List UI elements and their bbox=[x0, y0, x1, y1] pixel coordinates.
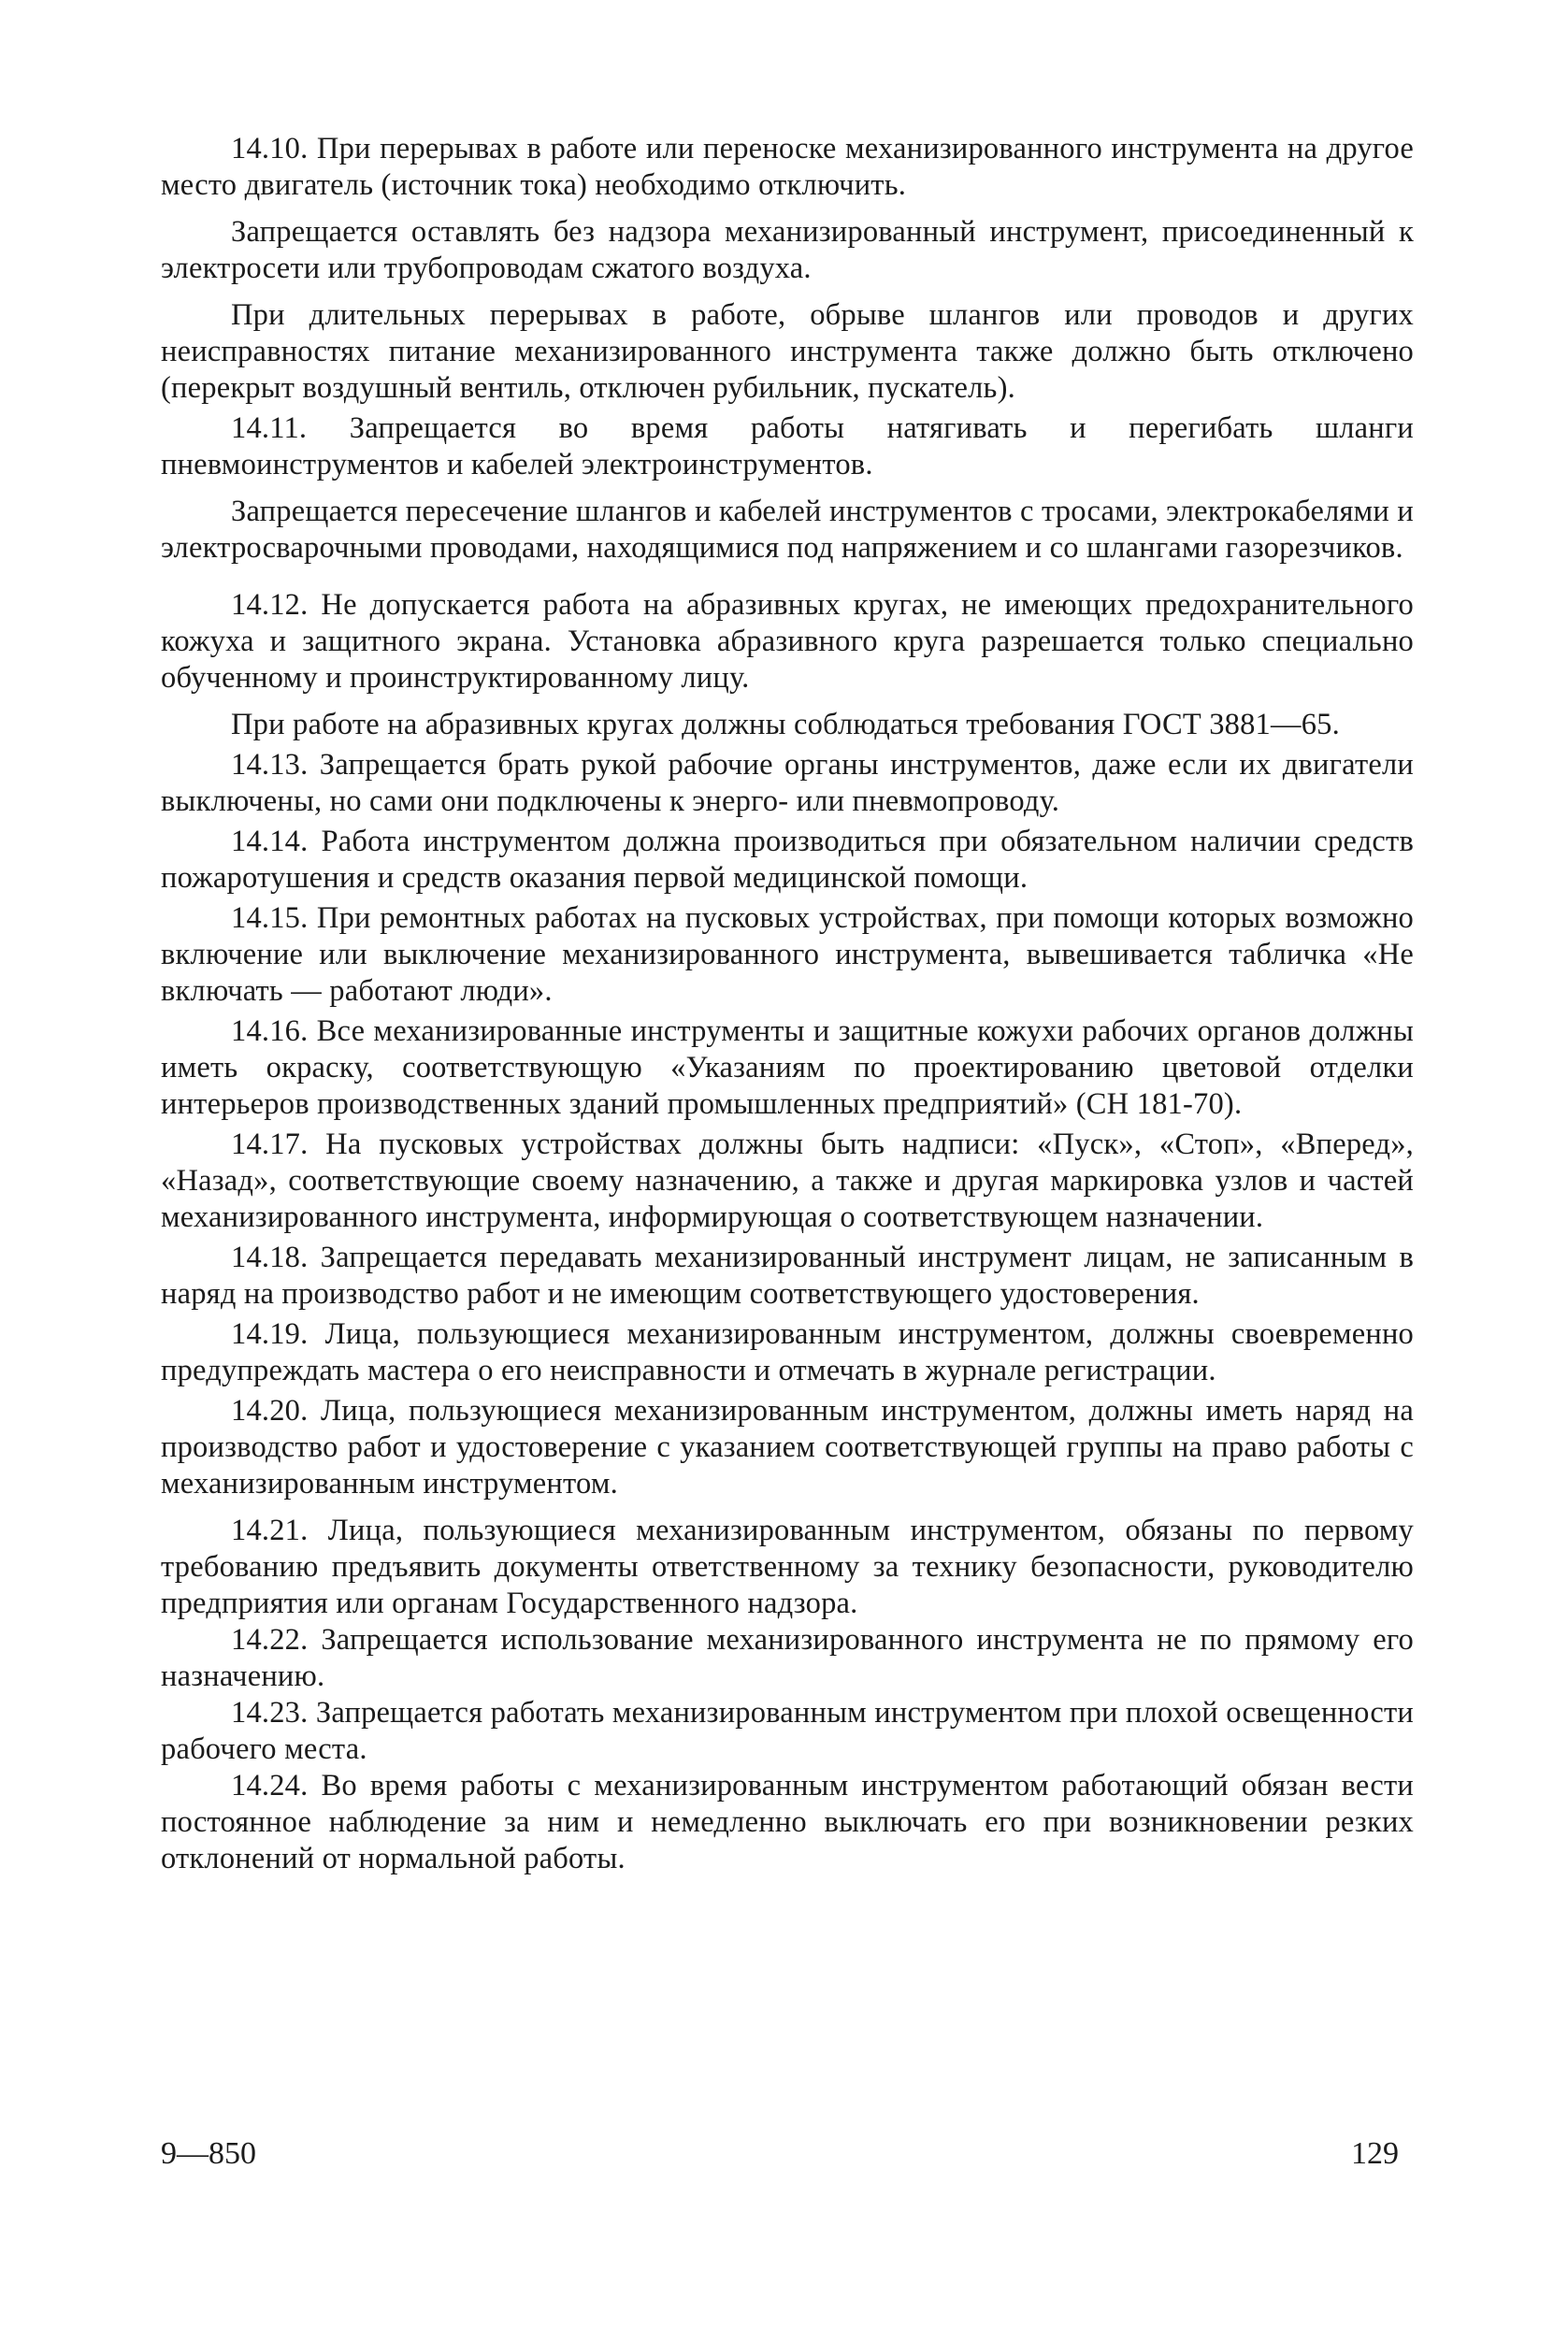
page-number: 129 bbox=[1351, 2136, 1399, 2171]
printer-signature: 9—850 bbox=[161, 2136, 256, 2171]
paragraph-14-22: 14.22. Запрещается использование механизированного инструмента не по прямому его назначению. bbox=[161, 1623, 1414, 1693]
paragraph-14-13: 14.13. Запрещается брать рукой рабочие органы инструментов, даже если их двигатели выключены, но сами они подключены к энерго- или пневмопроводу. bbox=[161, 748, 1414, 818]
paragraph-14-10-long-breaks: При длительных перерывах в работе, обрыве шлангов или проводов и других неисправностях питание механизированного инструмента также должно быть отключено (перекрыт воздушный вентиль, отключен рубильник, пускатель). bbox=[161, 298, 1414, 405]
paragraph-14-15: 14.15. При ремонтных работах на пусковых устройствах, при помощи которых возможно включение или выключение механизированного инструмента, вывешивается табличка «Не включать — работают люди». bbox=[161, 901, 1414, 1008]
paragraph-14-19: 14.19. Лица, пользующиеся механизированным инструментом, должны своевременно предупреждать мастера о его неисправности и отмечать в журнале регистрации. bbox=[161, 1317, 1414, 1387]
paragraph-14-24: 14.24. Во время работы с механизированным инструментом работающий обязан вести постоянное наблюдение за ним и немедленно выключать его при возникновении резких отклонений от нормальной работы. bbox=[161, 1769, 1414, 1875]
paragraph-14-18: 14.18. Запрещается передавать механизированный инструмент лицам, не записанным в наряд на производство работ и не имеющим соответствующего удостоверения. bbox=[161, 1241, 1414, 1311]
paragraph-14-16: 14.16. Все механизированные инструменты и защитные кожухи рабочих органов должны иметь окраску, соответствующую «Указаниям по проектированию цветовой отделки интерьеров производственных зданий промышленных предприятий» (СН 181-70). bbox=[161, 1014, 1414, 1121]
paragraph-14-11: 14.11. Запрещается во время работы натягивать и перегибать шланги пневмоинструментов и кабелей электроинструментов. bbox=[161, 411, 1414, 481]
paragraph-14-11-crossing: Запрещается пересечение шлангов и кабелей инструментов с тросами, электрокабелями и электросварочными проводами, находящимися под напряжением и со шлангами газорезчиков. bbox=[161, 495, 1414, 565]
paragraph-14-23: 14.23. Запрещается работать механизированным инструментом при плохой освещенности рабочего места. bbox=[161, 1696, 1414, 1766]
paragraph-14-10: 14.10. При перерывах в работе или переноске механизированного инструмента на другое место двигатель (источник тока) необходимо отключить. bbox=[161, 132, 1414, 202]
paragraph-14-17: 14.17. На пусковых устройствах должны быть надписи: «Пуск», «Стоп», «Вперед», «Назад», соответствующие своему назначению, а также и другая маркировка узлов и частей механизированного инструмента, информирующая о соответствующем назначении. bbox=[161, 1127, 1414, 1234]
paragraph-14-10-prohibition: Запрещается оставлять без надзора механизированный инструмент, присоединенный к электросети или трубопроводам сжатого воздуха. bbox=[161, 215, 1414, 285]
paragraph-14-14: 14.14. Работа инструментом должна производиться при обязательном наличии средств пожаротушения и средств оказания первой медицинской помощи. bbox=[161, 825, 1414, 895]
paragraph-14-12-gost: При работе на абразивных кругах должны соблюдаться требования ГОСТ 3881—65. bbox=[231, 708, 1340, 741]
paragraph-14-21: 14.21. Лица, пользующиеся механизированным инструментом, обязаны по первому требованию предъявить документы ответственному за технику безопасности, руководителю предприятия или органам Государственного надзора. bbox=[161, 1514, 1414, 1620]
paragraph-14-20: 14.20. Лица, пользующиеся механизированным инструментом, должны иметь наряд на производство работ и удостоверение с указанием соответствующей группы на право работы с механизированным инструментом. bbox=[161, 1394, 1414, 1501]
document-page bbox=[161, 131, 1414, 1877]
page-footer bbox=[161, 2135, 1414, 2182]
paragraph-14-12: 14.12. Не допускается работа на абразивных кругах, не имеющих предохранительного кожуха и защитного экрана. Установка абразивного круга разрешается только специально обученному и проинструктированному лицу. bbox=[161, 588, 1414, 695]
